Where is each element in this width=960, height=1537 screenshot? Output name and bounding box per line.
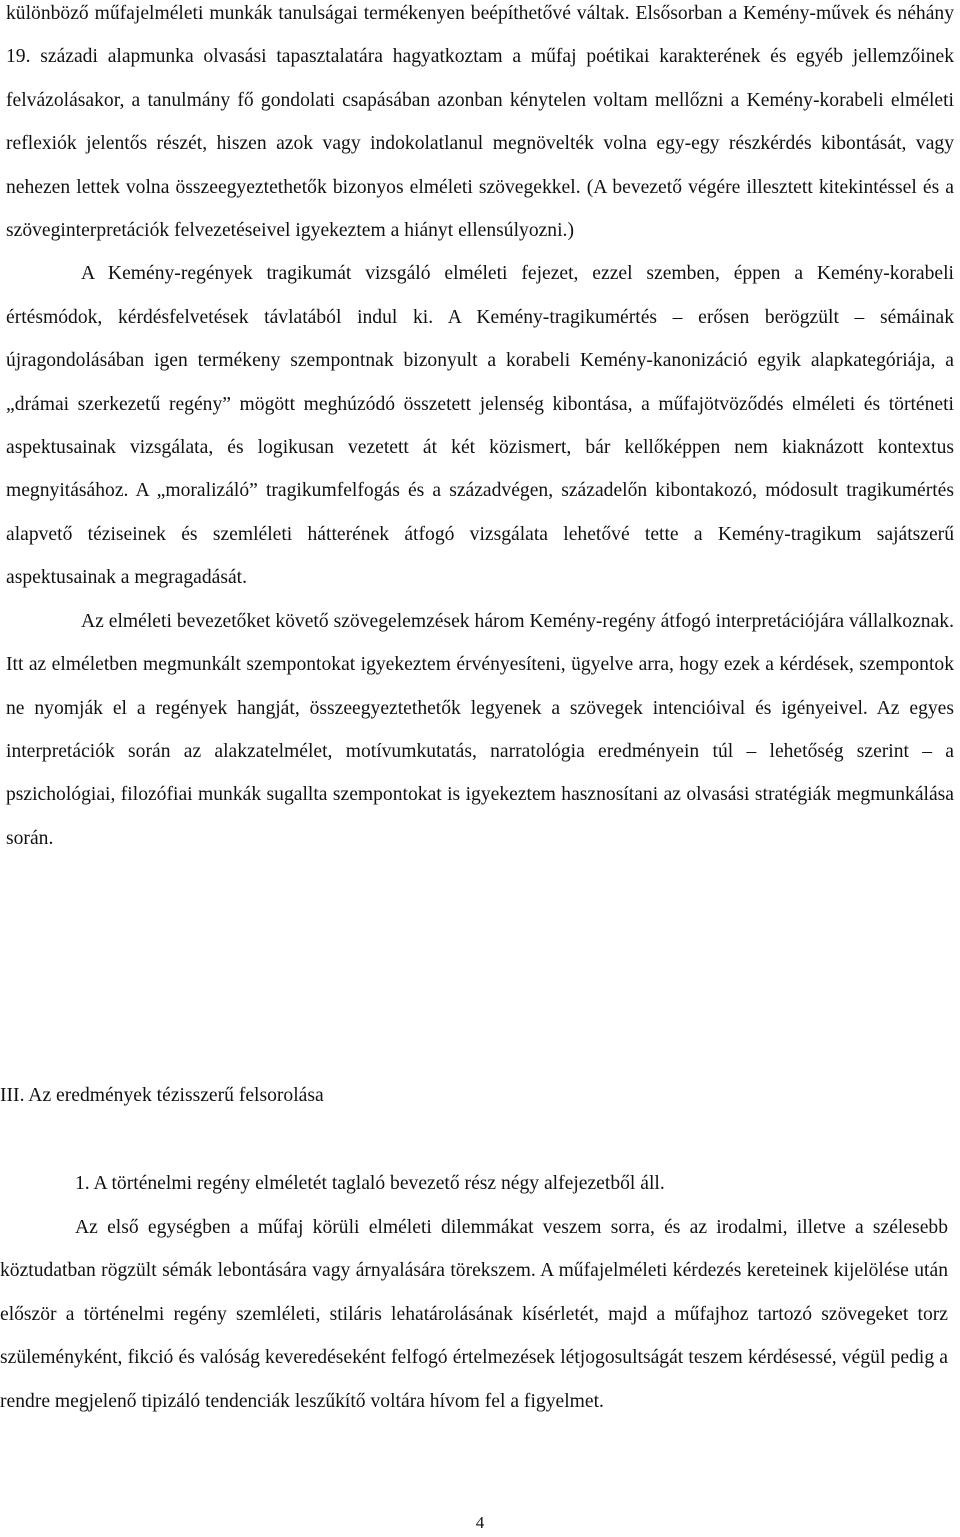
body-paragraph-2: A Kemény-regények tragikumát vizsgáló elméleti fejezet, ezzel szemben, éppen a Kemény-korabeli értésmódok, kérdésfelvetések távlatából indul ki. A Kemény-tragikumértés – erősen berögzült – sémáinak újragondolásában igen termékeny szempontnak bizonyult a korabeli Kemény-kanonizáció egyik alapkategóriája, a „drámai szerkezetű regény” mögött meghúzódó összetett jelenség kibontása, a műfajötvöződés elméleti és történeti aspektusainak vizsgálata, és logikusan vezetett át két közismert, bár kellőképpen nem kiaknázott kontextus megnyitásához. A „moralizáló” tragikumfelfogás és a századvégen, századelőn kibontakozó, módosult tragikumértés alapvető téziseinek és szemléleti hátterének átfogó vizsgálata lehetővé tette a Kemény-tragikum sajátszerű aspektusainak a megragadását. [6,263,954,589]
section-heading: III. Az eredmények tézisszerű felsorolása [0,1085,324,1106]
body-paragraph-3: Az elméleti bevezetőket követő szövegelemzések három Kemény-regény átfogó interpretációjára vállalkoznak. Itt az elméletben megmunkált szempontokat igyekeztem érvényesíteni, ügyelve arra, hogy ezek a kérdések, szempontok ne nyomják el a regények hangját, összeegyeztethetők legyenek a szövegek intencióival és igényeivel. Az egyes interpretációk során az alakzatelmélet, motívumkutatás, narratológia eredményein túl – lehetőség szerint – a pszichológiai, filozófiai munkák sugallta szempontokat is igyekeztem hasznosítani az olvasási stratégiák megmunkálása során. [6,610,954,849]
page-number: 4 [475,1513,485,1532]
document-page [6,0,954,860]
numbered-item-1: 1. A történelmi regény elméletét taglaló bevezető rész négy alfejezetből áll. [75,1173,665,1194]
body-paragraph-4: Az első egységben a műfaj körüli elméleti dilemmákat veszem sorra, és az irodalmi, illetve a szélesebb köztudatban rögzült sémák lebontására vagy árnyalására törekszem. A műfajelméleti kérdezés kereteinek kijelölése után először a történelmi regény szemléleti, stiláris lehatárolásának kísérletét, majd a műfajhoz tartozó szövegeket torz szüleményként, fikció és valóság keveredéseként felfogó értelmezések létjogosultságát teszem kérdésessé, végül pedig a rendre megjelenő tipizáló tendenciák leszűkítő voltára hívom fel a figyelmet. [0,1217,948,1412]
body-paragraph-1: különböző műfajelméleti munkák tanulságai termékenyen beépíthetővé váltak. Elsősorban a Kemény-művek és néhány 19. századi alapmunka olvasási tapasztalatára hagyatkoztam a műfaj poétikai karakterének és egyéb jellemzőinek felvázolásakor, a tanulmány fő gondolati csapásában azonban kénytelen voltam mellőzni a Kemény-korabeli elméleti reflexiók jelentős részét, hiszen azok vagy indokolatlanul megnövelték volna egy-egy részkérdés kibontását, vagy nehezen lettek volna összeegyeztethetők bizonyos elméleti szövegekkel. (A bevezető végére illesztett kitekintéssel és a szöveginterpretációk felvezetéseivel igyekeztem a hiányt ellensúlyozni.) [6,3,954,242]
